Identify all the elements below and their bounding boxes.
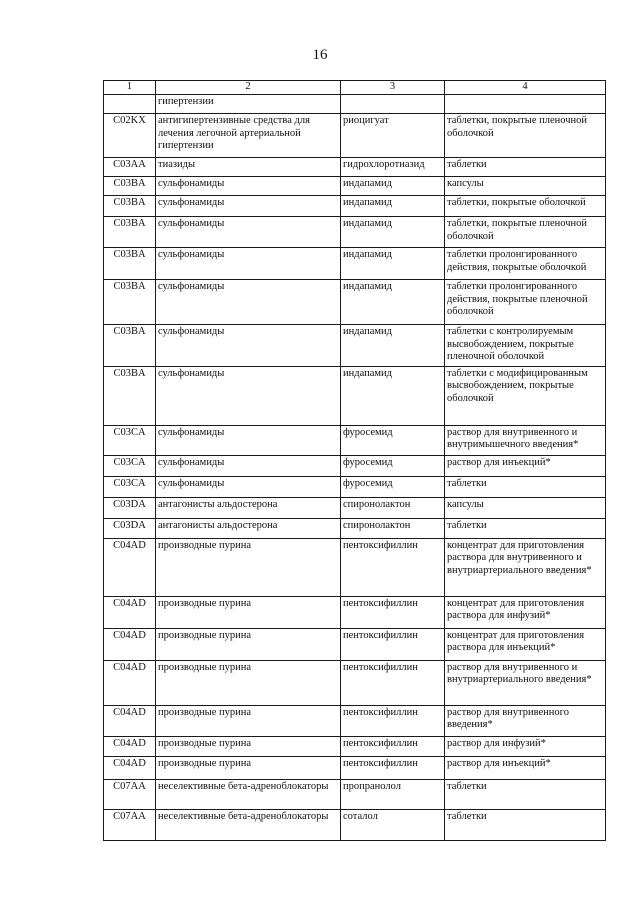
active-substance-cell: индапамид	[341, 248, 445, 280]
pharmacological-group-cell: тиазиды	[156, 158, 341, 177]
active-substance-cell: пентоксифиллин	[341, 538, 445, 596]
atc-code-cell: C03DA	[104, 518, 156, 538]
atc-code-cell: C03BA	[104, 366, 156, 425]
pharmacological-group-cell: сульфонамиды	[156, 217, 341, 248]
pharmacological-group-cell: сульфонамиды	[156, 280, 341, 325]
dosage-form-cell: раствор для инфузий*	[445, 736, 606, 756]
atc-code-cell: C03CA	[104, 425, 156, 455]
active-substance-cell: соталол	[341, 809, 445, 840]
active-substance-cell: индапамид	[341, 280, 445, 325]
dosage-form-cell: концентрат для приготовления раствора для внутривенного и внутриартериального введения*	[445, 538, 606, 596]
pharmacological-group-cell: сульфонамиды	[156, 248, 341, 280]
table-row	[104, 248, 606, 280]
dosage-form-cell: концентрат для приготовления раствора для инъекций*	[445, 628, 606, 660]
atc-code-cell: C04AD	[104, 596, 156, 628]
active-substance-cell: пропранолол	[341, 779, 445, 809]
table-row	[104, 177, 606, 196]
pharmacological-group-cell: гипертензии	[156, 95, 341, 114]
dosage-form-cell: раствор для внутривенного и внутримышечного введения*	[445, 425, 606, 455]
pharmacological-group-cell: неселективные бета-адреноблокаторы	[156, 779, 341, 809]
dosage-form-cell: раствор для внутривенного введения*	[445, 705, 606, 736]
pharmacological-group-cell: антигипертензивные средства для лечения легочной артериальной гипертензии	[156, 114, 341, 158]
dosage-form-cell: таблетки, покрытые пленочной оболочкой	[445, 114, 606, 158]
active-substance-cell: индапамид	[341, 177, 445, 196]
dosage-form-cell: таблетки, покрытые пленочной оболочкой	[445, 217, 606, 248]
atc-code-cell: C02KX	[104, 114, 156, 158]
pharmacological-group-cell: производные пурина	[156, 705, 341, 736]
active-substance-cell: фуросемид	[341, 455, 445, 476]
table-row	[104, 809, 606, 840]
dosage-form-cell: таблетки с контролируемым высвобождением, покрытые пленочной оболочкой	[445, 325, 606, 367]
pharmacological-group-cell: производные пурина	[156, 756, 341, 779]
header-cell: 2	[156, 81, 341, 95]
table-row	[104, 705, 606, 736]
table-row	[104, 538, 606, 596]
active-substance-cell: спиронолактон	[341, 497, 445, 518]
table-row	[104, 217, 606, 248]
dosage-form-cell: таблетки	[445, 476, 606, 497]
active-substance-cell: фуросемид	[341, 476, 445, 497]
atc-code-cell: C03CA	[104, 476, 156, 497]
active-substance-cell: риоцигуат	[341, 114, 445, 158]
pharmacological-group-cell: производные пурина	[156, 736, 341, 756]
table-row	[104, 476, 606, 497]
dosage-form-cell: капсулы	[445, 177, 606, 196]
atc-code-cell: C03CA	[104, 455, 156, 476]
atc-code-cell: C03BA	[104, 196, 156, 217]
active-substance-cell: индапамид	[341, 196, 445, 217]
dosage-form-cell: таблетки пролонгированного действия, покрытые оболочкой	[445, 248, 606, 280]
dosage-form-cell: таблетки пролонгированного действия, покрытые пленочной оболочкой	[445, 280, 606, 325]
atc-code-cell: C03BA	[104, 280, 156, 325]
dosage-form-cell: раствор для инъекций*	[445, 756, 606, 779]
atc-code-cell: C07AA	[104, 809, 156, 840]
active-substance-cell: пентоксифиллин	[341, 736, 445, 756]
active-substance-cell: гидрохлоротиазид	[341, 158, 445, 177]
table-row	[104, 628, 606, 660]
table-row	[104, 779, 606, 809]
active-substance-cell: индапамид	[341, 325, 445, 367]
atc-code-cell: C04AD	[104, 660, 156, 705]
pharmacological-group-cell: производные пурина	[156, 660, 341, 705]
medication-table	[103, 80, 606, 841]
table-row	[104, 158, 606, 177]
atc-code-cell: C03BA	[104, 248, 156, 280]
active-substance-cell: пентоксифиллин	[341, 660, 445, 705]
pharmacological-group-cell: сульфонамиды	[156, 196, 341, 217]
atc-code-cell: C04AD	[104, 705, 156, 736]
dosage-form-cell: таблетки	[445, 158, 606, 177]
table-row	[104, 497, 606, 518]
atc-code-cell: C03BA	[104, 325, 156, 367]
active-substance-cell: индапамид	[341, 217, 445, 248]
active-substance-cell	[341, 95, 445, 114]
pharmacological-group-cell: сульфонамиды	[156, 425, 341, 455]
atc-code-cell: C07AA	[104, 779, 156, 809]
active-substance-cell: пентоксифиллин	[341, 628, 445, 660]
dosage-form-cell: таблетки	[445, 809, 606, 840]
table-row	[104, 660, 606, 705]
active-substance-cell: пентоксифиллин	[341, 596, 445, 628]
dosage-form-cell: таблетки	[445, 518, 606, 538]
active-substance-cell: индапамид	[341, 366, 445, 425]
pharmacological-group-cell: сульфонамиды	[156, 455, 341, 476]
active-substance-cell: фуросемид	[341, 425, 445, 455]
pharmacological-group-cell: антагонисты альдостерона	[156, 518, 341, 538]
atc-code-cell: C04AD	[104, 538, 156, 596]
dosage-form-cell: таблетки	[445, 779, 606, 809]
table-header-row	[104, 81, 606, 95]
pharmacological-group-cell: сульфонамиды	[156, 476, 341, 497]
atc-code-cell	[104, 95, 156, 114]
dosage-form-cell: капсулы	[445, 497, 606, 518]
atc-code-cell: C04AD	[104, 628, 156, 660]
header-cell: 4	[445, 81, 606, 95]
page-number: 16	[312, 47, 328, 63]
atc-code-cell: C03AA	[104, 158, 156, 177]
header-cell: 3	[341, 81, 445, 95]
pharmacological-group-cell: производные пурина	[156, 628, 341, 660]
dosage-form-cell: раствор для инъекций*	[445, 455, 606, 476]
table-body	[104, 81, 606, 841]
dosage-form-cell: раствор для внутривенного и внутриартериального введения*	[445, 660, 606, 705]
active-substance-cell: пентоксифиллин	[341, 705, 445, 736]
table-row	[104, 736, 606, 756]
dosage-form-cell: концентрат для приготовления раствора для инфузий*	[445, 596, 606, 628]
table-row	[104, 280, 606, 325]
atc-code-cell: C04AD	[104, 736, 156, 756]
table-row	[104, 325, 606, 367]
active-substance-cell: пентоксифиллин	[341, 756, 445, 779]
table-row	[104, 95, 606, 114]
table-row	[104, 366, 606, 425]
atc-code-cell: C04AD	[104, 756, 156, 779]
pharmacological-group-cell: сульфонамиды	[156, 366, 341, 425]
table-row	[104, 425, 606, 455]
pharmacological-group-cell: производные пурина	[156, 538, 341, 596]
table-row	[104, 455, 606, 476]
table-row	[104, 196, 606, 217]
pharmacological-group-cell: антагонисты альдостерона	[156, 497, 341, 518]
dosage-form-cell: таблетки с модифицированным высвобождением, покрытые оболочкой	[445, 366, 606, 425]
atc-code-cell: C03BA	[104, 217, 156, 248]
dosage-form-cell: таблетки, покрытые оболочкой	[445, 196, 606, 217]
active-substance-cell: спиронолактон	[341, 518, 445, 538]
pharmacological-group-cell: производные пурина	[156, 596, 341, 628]
header-cell: 1	[104, 81, 156, 95]
pharmacological-group-cell: сульфонамиды	[156, 177, 341, 196]
table-row	[104, 596, 606, 628]
dosage-form-cell	[445, 95, 606, 114]
pharmacological-group-cell: неселективные бета-адреноблокаторы	[156, 809, 341, 840]
table-row	[104, 114, 606, 158]
table-row	[104, 518, 606, 538]
pharmacological-group-cell: сульфонамиды	[156, 325, 341, 367]
table-row	[104, 756, 606, 779]
atc-code-cell: C03BA	[104, 177, 156, 196]
atc-code-cell: C03DA	[104, 497, 156, 518]
